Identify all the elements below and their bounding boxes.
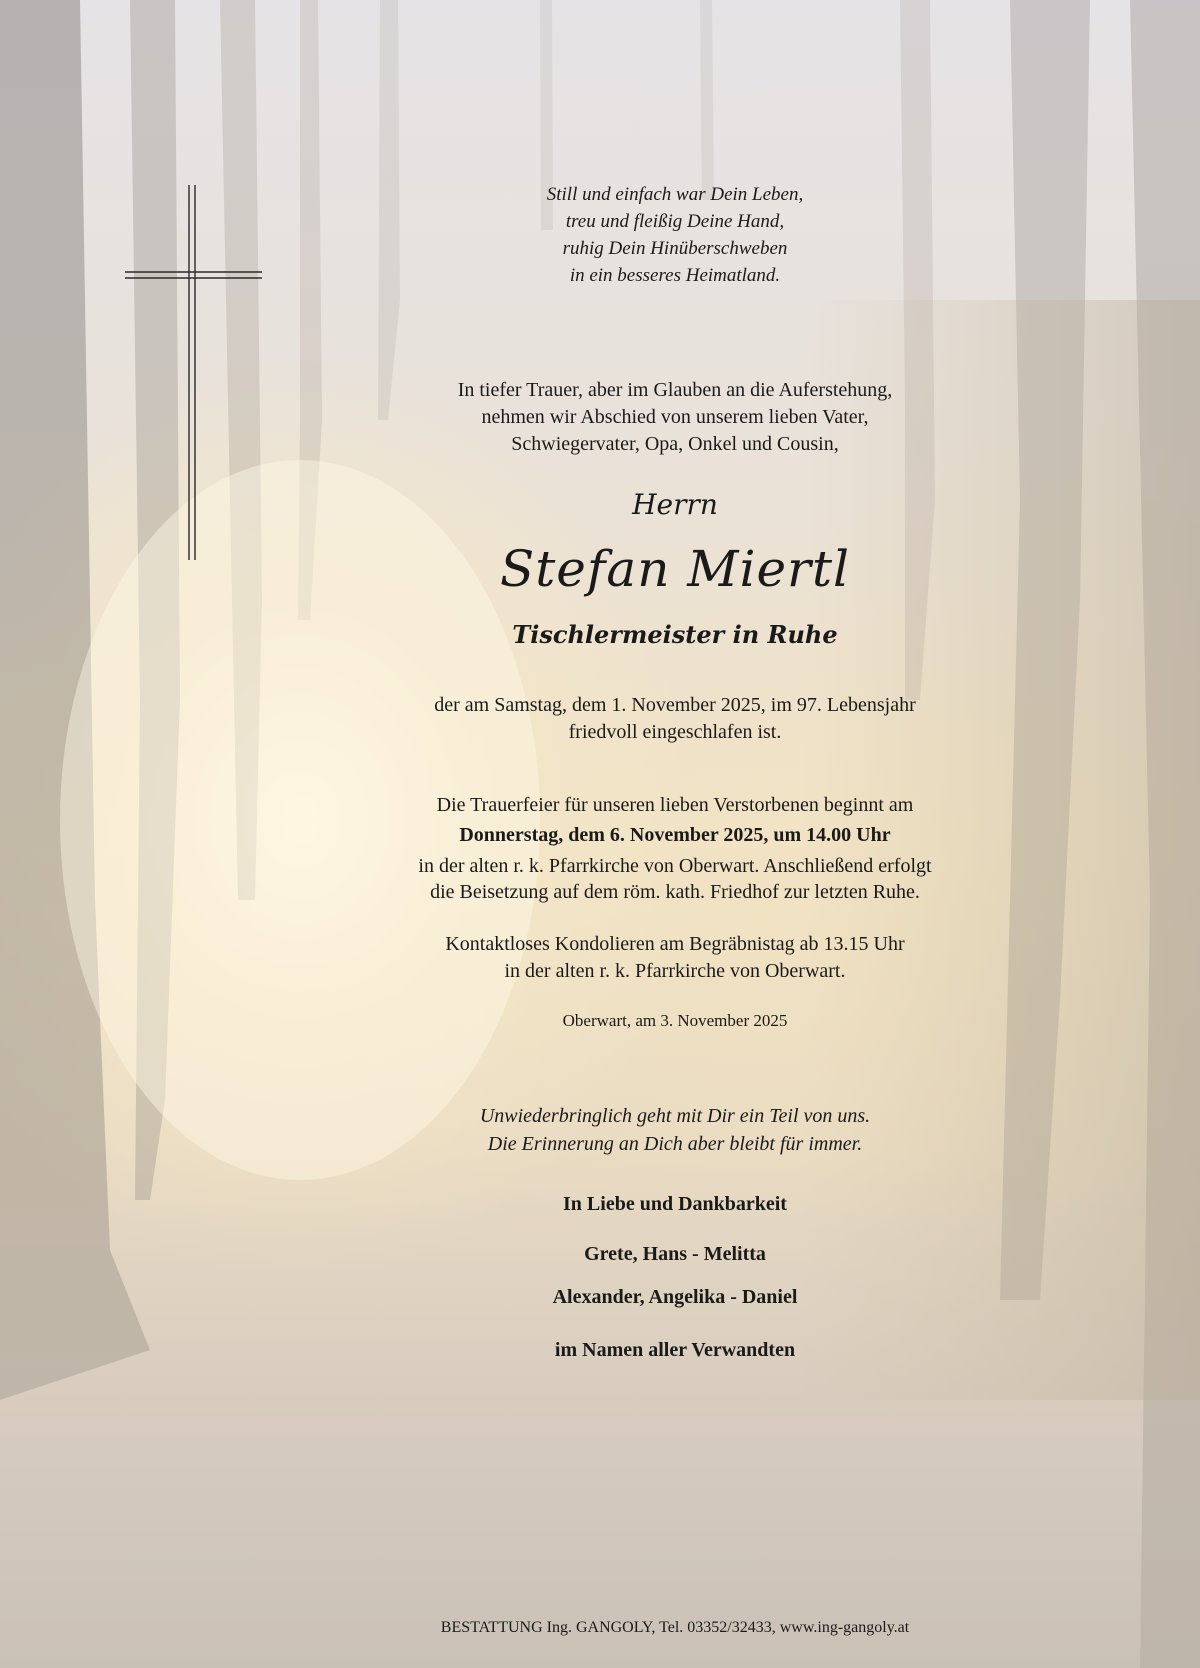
funeral-burial: die Beisetzung auf dem röm. kath. Friedhof zur letzten Ruhe.	[430, 881, 920, 903]
signature-relatives: im Namen aller Verwandten	[554, 1339, 796, 1361]
motto-line: Still und einfach war Dein Leben,	[546, 184, 804, 205]
motto-line: treu und fleißig Deine Hand,	[565, 211, 785, 232]
funeral-date: Donnerstag, dem 6. November 2025, um 14.00 Uhr	[459, 824, 891, 846]
intro-line: nehmen wir Abschied von unserem lieben Vater,	[481, 406, 869, 428]
death-notice-line: der am Samstag, dem 1. November 2025, im 97. Lebensjahr	[434, 694, 916, 716]
signature-family: Alexander, Angelika - Daniel	[552, 1286, 798, 1308]
condolence-line: in der alten r. k. Pfarrkirche von Oberwart.	[504, 960, 846, 982]
deceased-name: Stefan Miertl	[499, 540, 851, 598]
closing-quote-line: Die Erinnerung an Dich aber bleibt für immer.	[487, 1133, 863, 1155]
salutation: Herrn	[632, 488, 718, 521]
motto-line: in ein besseres Heimatland.	[569, 265, 781, 286]
signature-family: Grete, Hans - Melitta	[584, 1243, 766, 1265]
condolence-line: Kontaktloses Kondolieren am Begräbnistag ab 13.15 Uhr	[445, 933, 905, 955]
signature-greeting: In Liebe und Dankbarkeit	[563, 1193, 787, 1215]
place-date: Oberwart, am 3. November 2025	[562, 1011, 788, 1030]
motto-line: ruhig Dein Hinüberschweben	[562, 238, 788, 259]
intro-line: Schwiegervater, Opa, Onkel und Cousin,	[511, 433, 839, 455]
funeral-location: in der alten r. k. Pfarrkirche von Oberwart. Anschließend erfolgt	[418, 855, 932, 877]
death-notice-line: friedvoll eingeschlafen ist.	[568, 721, 782, 743]
funeral-home-footer: BESTATTUNG Ing. GANGOLY, Tel. 03352/32433, www.ing-gangoly.at	[440, 1619, 910, 1636]
intro-line: In tiefer Trauer, aber im Glauben an die Auferstehung,	[457, 379, 893, 401]
deceased-title: Tischlermeister in Ruhe	[512, 620, 838, 649]
funeral-intro: Die Trauerfeier für unseren lieben Verstorbenen beginnt am	[436, 794, 914, 816]
closing-quote-line: Unwiederbringlich geht mit Dir ein Teil von uns.	[479, 1105, 871, 1127]
